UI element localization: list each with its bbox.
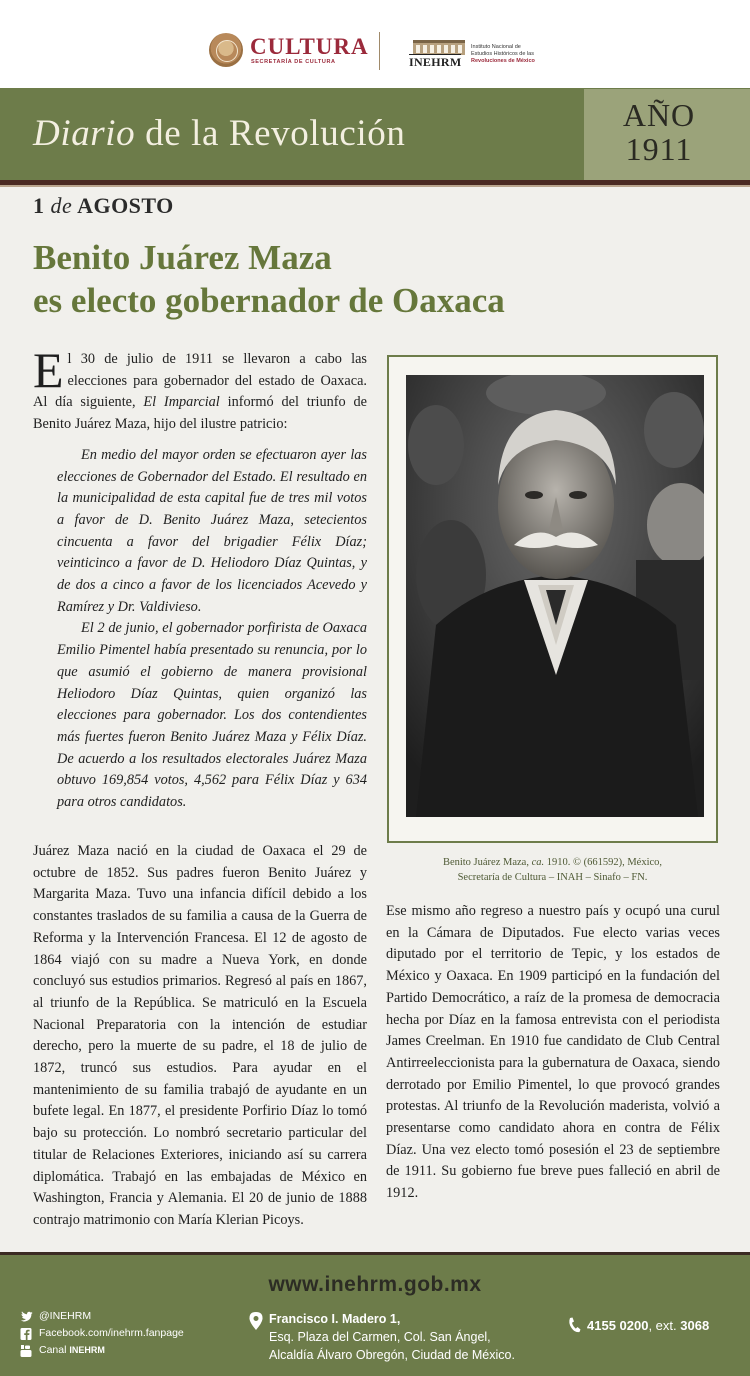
social-links: [20, 1308, 184, 1359]
mexico-seal-icon: [209, 33, 243, 67]
article-headline: Benito Juárez Maza es electo gobernador de Oaxaca: [33, 238, 505, 320]
year-box: [584, 89, 750, 180]
phone-number[interactable]: 4155 0200, ext. 3068: [587, 1318, 710, 1333]
address: Francisco I. Madero 1, Esq. Plaza del Carmen, Col. San Ángel, Alcaldía Álvaro Obregón, Ciudad de México.: [269, 1312, 515, 1362]
logo-divider: [379, 32, 380, 70]
facebook-link[interactable]: Facebook.com/inehrm.fanpage: [20, 1325, 184, 1342]
youtube-icon: [20, 1345, 33, 1357]
quote-paragraph-1: En medio del mayor orden se efectuaron ayer las elecciones de Gobernador del Estado. El resultado en la municipalidad de esta capital fue de tres mil votos a favor de D. Benito Juárez Maza, setecientos cincuenta a favor del brigadier Félix Díaz; veinticinco a favor de D. Heliodoro Díaz Quintas, y de dos a cinco a favor de los licenciados Acevedo y Ramírez y Dr. Valdivieso.: [57, 446, 367, 615]
phone-icon: [567, 1317, 581, 1333]
article-date: 1 de AGOSTO: [33, 193, 174, 218]
year-value: 1911: [625, 131, 693, 167]
facebook-icon: [20, 1328, 33, 1340]
page-title: Diario de la Revolución: [33, 113, 406, 154]
portrait-illustration: [406, 375, 704, 817]
drop-cap: E: [33, 342, 64, 398]
inehrm-logo-text: INEHRM: [409, 55, 462, 69]
article-intro: [33, 342, 367, 814]
portrait-photo: [406, 375, 704, 817]
cultura-subtitle: SECRETARÍA DE CULTURA: [251, 59, 336, 65]
cultura-logo-text: CULTURA: [250, 34, 369, 59]
quote-paragraph-2: El 2 de junio, el gobernador porfirista de Oaxaca Emilio Pimentel había presentado su renuncia, por lo que asumió el gobierno de manera provisional Heliodoro Díaz Quintas, quien organizó las elecciones para gobernador. Los dos contendientes más fuertes fueron Benito Juárez Maza y Félix Díaz. De acuerdo a los resultados electorales Juárez Maza obtuvo 169,854 votos, 4,562 para Félix Díaz y 634 para otros candidatos.: [57, 620, 367, 811]
article-body-right: Ese mismo año regreso a nuestro país y ocupó una curul en la Cámara de Diputados. Fue electo varias veces diputado por el territorio de Tepic, y los estados de México y Oaxaca. En 1909 participó en la fundación del Partido Democrático, a raíz de la promesa de democracia hecha por Díaz en la famosa entrevista con el periodista James Creelman. En 1910 fue candidato de Club Central Antirreeleccionista para la gubernatura de Oaxaca, siendo derrotado por Emilio Pimentel, lo que provocó grandes protestas. Al triunfo de la Revolución maderista, volvió a presentarse como candidato ahora en contra de Félix Díaz. Una vez electo tomó posesión el 23 de septiembre de 1911. Su gobierno fue breve pues falleció en abril de 1912.: [386, 903, 720, 1202]
twitter-link[interactable]: @INEHRM: [20, 1308, 184, 1325]
twitter-icon: [20, 1311, 33, 1323]
inehrm-building-icon: [413, 38, 465, 55]
banner-divider-light: [0, 185, 750, 187]
logo-bar: [0, 0, 750, 88]
youtube-link[interactable]: Canal INEHRM: [20, 1342, 184, 1359]
intro-paragraph: El 30 de julio de 1911 se llevaron a cabo las elecciones para gobernador del estado de Oaxaca. Al día siguiente, El Imparcial informó del triunfo de Benito Juárez Maza, hijo del ilustre patricio:: [33, 342, 367, 433]
website-link[interactable]: www.inehrm.gob.mx: [268, 1273, 482, 1296]
footer: [0, 1255, 750, 1376]
location-pin-icon: [249, 1312, 263, 1330]
article-body-left: Juárez Maza nació en la ciudad de Oaxaca el 29 de octubre de 1852. Sus padres fueron Benito Juárez y Margarita Maza. Tuvo una infancia difícil debido a los constantes traslados de su familia a causa de la Guerra de Reforma y la Intervención Francesa. El 12 de agosto de 1864 viajó con su madre a Nueva York, en donde concluyó sus estudios primarios. Regresó al país en 1867, al triunfo de la República. Se matriculó en la Escuela Nacional Preparatoria con la intención de estudiar derecho, pero la muerte de su padre, el 18 de julio de 1872, truncó sus estudios. Para ayudar en el mantenimiento de su familia trabajó de ayudante en un bufete legal. En 1877, el presidente Porfirio Díaz lo tomó bajo su protección. Lo nombró secretario particular del titular de Relaciones Exteriores, iniciando así su carrera diplomática. Trabajó en las embajadas de México en Washington, Francia y Alemania. El 20 de junio de 1888 contrajo matrimonio con María Klerian Picoys.: [33, 843, 367, 1228]
institute-name: Instituto Nacional de Estudios Históricos de las Revoluciones de México: [471, 44, 535, 64]
photo-caption: Benito Juárez Maza, ca. 1910. © (661592), México, Secretaría de Cultura – INAH – Sinafo – FN.: [442, 857, 663, 883]
year-label: AÑO: [622, 97, 696, 133]
